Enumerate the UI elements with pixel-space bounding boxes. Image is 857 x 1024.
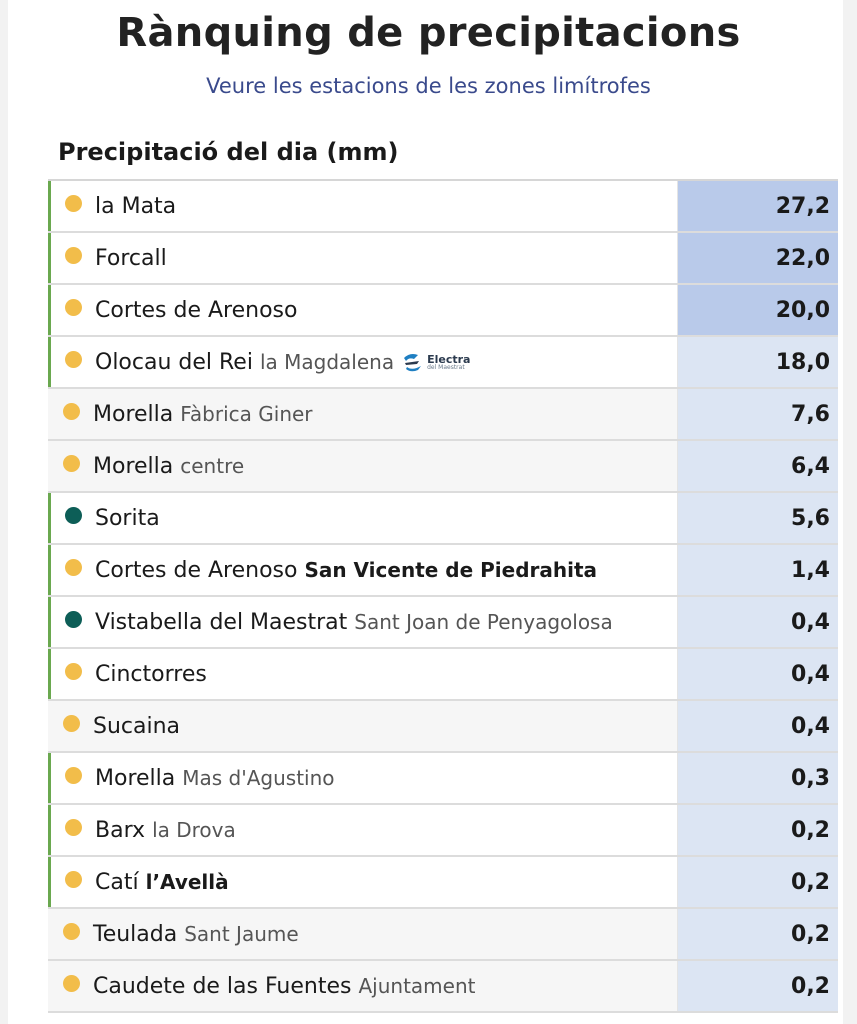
station-name: Sucaina [93, 713, 181, 739]
precipitation-value: 6,4 [678, 441, 838, 491]
precipitation-value: 0,2 [678, 961, 838, 1011]
electra-logo [402, 349, 470, 375]
logo-main-text: Electra [427, 352, 471, 366]
precipitation-value: 0,2 [678, 805, 838, 855]
station-cell [48, 181, 678, 231]
station-name: Cinctorres [95, 661, 207, 687]
station-name: Sorita [95, 505, 160, 531]
station-cell [48, 909, 678, 959]
station-status-dot-icon [65, 663, 82, 680]
station-name: Morella [93, 401, 174, 427]
table-row[interactable] [48, 753, 838, 805]
table-row[interactable] [48, 493, 838, 545]
station-cell [48, 753, 678, 803]
station-cell [48, 233, 678, 283]
station-cell [48, 649, 678, 699]
station-cell [48, 493, 678, 543]
station-status-dot-icon [65, 351, 82, 368]
logo-small-text: del Maestrat [427, 363, 465, 371]
table-row[interactable] [48, 805, 838, 857]
station-name: Olocau del Rei [95, 349, 253, 375]
station-cell [48, 441, 678, 491]
table-row[interactable] [48, 545, 838, 597]
station-name: Caudete de las Fuentes [93, 973, 352, 999]
station-status-dot-icon [63, 403, 80, 420]
station-status-dot-icon [65, 299, 82, 316]
precipitation-value: 20,0 [678, 285, 838, 335]
station-cell [48, 597, 678, 647]
station-status-dot-icon [63, 715, 80, 732]
station-name: Catí [95, 869, 139, 895]
station-cell [48, 961, 678, 1011]
table-row[interactable] [48, 441, 838, 493]
table-row[interactable] [48, 857, 838, 909]
table-row[interactable] [48, 961, 838, 1013]
station-location: la Drova [152, 818, 236, 842]
station-name: la Mata [95, 193, 177, 219]
station-location: centre [180, 454, 245, 478]
station-location: Fàbrica Giner [180, 402, 313, 426]
table-row[interactable] [48, 597, 838, 649]
station-status-dot-icon [65, 819, 82, 836]
page-edge-left [0, 0, 8, 1024]
precipitation-value: 1,4 [678, 545, 838, 595]
ranking-table [48, 179, 838, 1013]
station-location: Mas d'Agustino [182, 766, 335, 790]
station-cell [48, 389, 678, 439]
page-edge-right [843, 0, 857, 1024]
table-row[interactable] [48, 285, 838, 337]
station-status-dot-icon [63, 923, 80, 940]
station-cell [48, 805, 678, 855]
station-status-dot-icon [65, 247, 82, 264]
station-name: Cortes de Arenoso [95, 297, 298, 323]
table-row[interactable] [48, 337, 838, 389]
table-row[interactable] [48, 233, 838, 285]
precipitation-value: 27,2 [678, 181, 838, 231]
station-name: Forcall [95, 245, 167, 271]
station-status-dot-icon [63, 975, 80, 992]
section-title: Precipitació del dia (mm) [58, 138, 399, 166]
table-row[interactable] [48, 389, 838, 441]
precipitation-value: 0,2 [678, 857, 838, 907]
precipitation-value: 0,4 [678, 649, 838, 699]
station-name: Cortes de Arenoso [95, 557, 298, 583]
table-row[interactable] [48, 649, 838, 701]
station-status-dot-icon [65, 611, 82, 628]
table-row[interactable] [48, 181, 838, 233]
precipitation-value: 0,3 [678, 753, 838, 803]
precipitation-value: 18,0 [678, 337, 838, 387]
station-status-dot-icon [65, 195, 82, 212]
station-status-dot-icon [65, 871, 82, 888]
station-location: San Vicente de Piedrahita [304, 558, 598, 582]
page-title: Rànquing de precipitacions [116, 10, 741, 56]
station-location: l’Avellà [145, 870, 229, 894]
station-cell [48, 337, 678, 387]
station-location: Sant Jaume [184, 922, 299, 946]
precipitation-value: 7,6 [678, 389, 838, 439]
station-status-dot-icon [65, 507, 82, 524]
neighbor-zones-link[interactable]: Veure les estacions de les zones limítrofes [206, 74, 651, 98]
station-location: Ajuntament [358, 974, 476, 998]
station-name: Morella [93, 453, 174, 479]
station-cell [48, 857, 678, 907]
precipitation-value: 0,4 [678, 701, 838, 751]
station-status-dot-icon [63, 455, 80, 472]
electra-logo-icon [402, 352, 424, 372]
station-status-dot-icon [65, 559, 82, 576]
precipitation-value: 0,2 [678, 909, 838, 959]
table-row[interactable] [48, 909, 838, 961]
station-cell [48, 285, 678, 335]
station-status-dot-icon [65, 767, 82, 784]
precipitation-value: 5,6 [678, 493, 838, 543]
table-row[interactable] [48, 701, 838, 753]
station-cell [48, 545, 678, 595]
station-location: Sant Joan de Penyagolosa [354, 610, 613, 634]
station-name: Teulada [93, 921, 178, 947]
precipitation-value: 0,4 [678, 597, 838, 647]
station-cell [48, 701, 678, 751]
station-location: la Magdalena [259, 350, 395, 374]
station-name: Vistabella del Maestrat [95, 609, 348, 635]
station-name: Morella [95, 765, 176, 791]
station-name: Barx [95, 817, 146, 843]
precipitation-value: 22,0 [678, 233, 838, 283]
